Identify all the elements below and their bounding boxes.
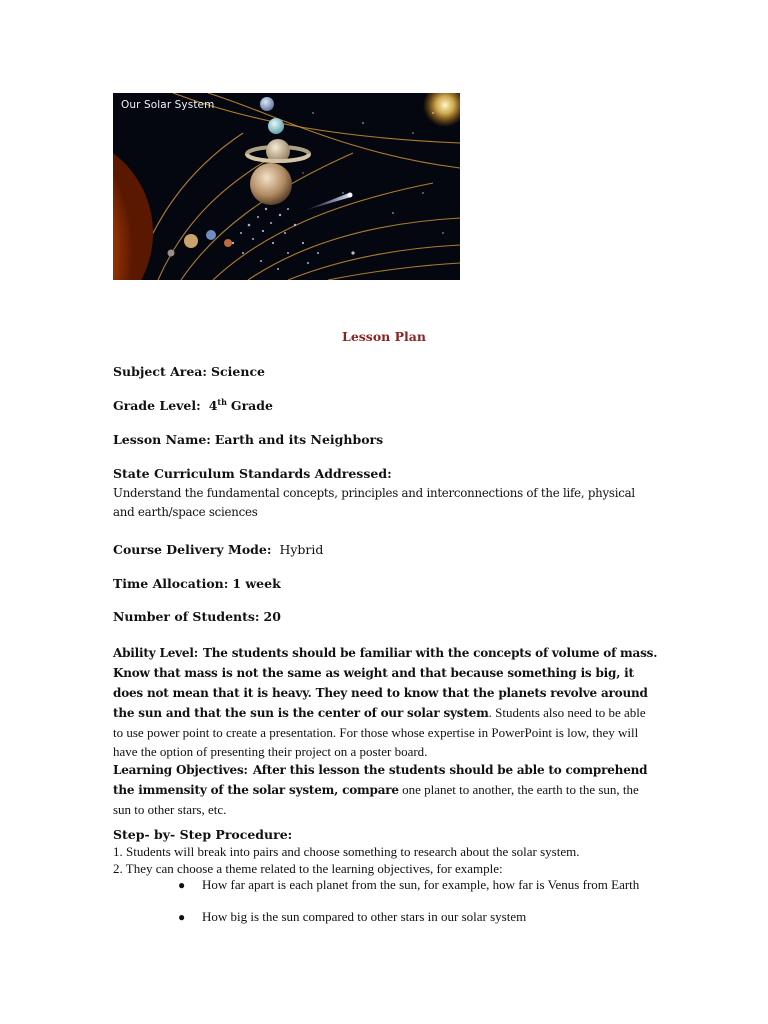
delivery-mode-value: Hybrid [279,542,324,557]
list-item [178,909,662,925]
standards-text-line2: and earth/space sciences [113,505,258,519]
list-item [178,877,662,893]
number-of-students-value: 20 [263,609,281,624]
learning-objectives-paragraph [113,759,658,818]
solar-system-banner-image [113,93,460,280]
grade-level-suffix: th [217,396,227,407]
time-allocation-line [113,575,673,592]
procedure-heading [113,826,673,843]
learning-objectives-bold-text: After this lesson the students should be able to comprehend the immensity of the solar system, compare [113,763,648,797]
banner-title: Our Solar System [121,99,215,111]
delivery-mode-label: Course Delivery Mode: [113,542,272,557]
standards-heading [113,465,673,482]
ability-level-bold-text: The students should be familiar with the concepts of volume of mass. Know that mass is not the same as weight and that because something is big, it does not mean that it is heavy. They need to know that the planets revolve around the sun and that the sun is the center of our solar system [113,646,658,720]
bullet-icon: ● [178,910,186,924]
time-allocation-value: 1 week [232,576,281,591]
page-title: Lesson Plan [342,329,426,344]
standards-label: State Curriculum Standards Addressed: [113,466,392,481]
grade-level-word: Grade [230,398,273,413]
bullet-icon: ● [178,878,186,892]
bullet-text: How big is the sun compared to other stars in our solar system [202,909,527,924]
subject-area-label: Subject Area: [113,364,208,379]
ability-level-paragraph [113,642,658,760]
learning-objectives-label: Learning Objectives: [113,763,248,777]
ability-level-regular-text: . Students also need to be able to use power point to create a presentation. For those whose expertise in PowerPoint is low, they will have the option of presenting their project on a poster board. [113,705,646,759]
procedure-step-2: 2. They can choose a theme related to the learning objectives, for example: [113,861,503,876]
lesson-name-line [113,431,673,448]
subject-area-value: Science [211,364,266,379]
time-allocation-label: Time Allocation: [113,576,229,591]
lesson-name-label: Lesson Name: [113,432,211,447]
lesson-name-value: Earth and its Neighbors [214,432,384,447]
number-of-students-label: Number of Students: [113,609,260,624]
number-of-students-line [113,608,673,625]
learning-objectives-regular-text: one planet to another, the earth to the sun, the sun to other stars, etc. [113,782,639,817]
grade-level-number: 4 [208,398,218,413]
ability-level-label: Ability Level: [113,646,198,660]
bullet-text: How far apart is each planet from the sun, for example, how far is Venus from Earth [202,877,640,892]
procedure-label: Step- by- Step Procedure: [113,827,293,842]
delivery-mode-line [113,541,673,558]
procedure-step-1: 1. Students will break into pairs and choose something to research about the solar system. [113,844,580,859]
solar-system-illustration [113,93,460,280]
standards-text-line1: Understand the fundamental concepts, principles and interconnections of the life, physical [113,486,635,500]
grade-level-line [113,397,673,414]
grade-level-label: Grade Level: [113,398,201,413]
subject-area-line [113,363,673,380]
